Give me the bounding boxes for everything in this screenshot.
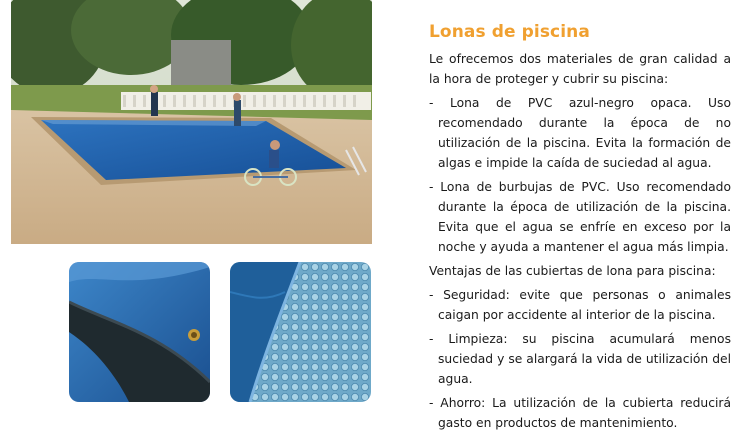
list-item: - Limpieza: su piscina acumulará menos suciedad y se alargará la vida de utilización del agua. [429, 329, 731, 389]
materials-list [429, 93, 731, 257]
list-item: - Ahorro: La utilización de la cubierta reducirá gasto en productos de mantenimiento. [429, 393, 731, 433]
text-column [429, 22, 731, 437]
list-item: - Lona de burbujas de PVC. Uso recomendado durante la época de utilización de la piscina. Evita que el agua se enfríe en exceso por la noche y ayuda a mantener el agua más limpia. [429, 177, 731, 257]
pvc-bubble-cover-photo [230, 262, 371, 402]
pvc-opaque-cover-photo [69, 262, 210, 402]
page-title: Lonas de piscina [429, 22, 590, 42]
intro-text: Le ofrecemos dos materiales de gran calidad a la hora de proteger y cubrir su piscina: [429, 52, 731, 86]
advantages-list [429, 285, 731, 433]
pool-cover-photo [11, 0, 372, 244]
list-item: - Seguridad: evite que personas o animales caigan por accidente al interior de la piscina. [429, 285, 731, 325]
advantages-heading: Ventajas de las cubiertas de lona para piscina: [429, 264, 716, 278]
list-item: - Lona de PVC azul-negro opaca. Uso recomendado durante la época de no utilización de la piscina. Evita la formación de algas e impide la caída de suciedad al agua. [429, 93, 731, 173]
